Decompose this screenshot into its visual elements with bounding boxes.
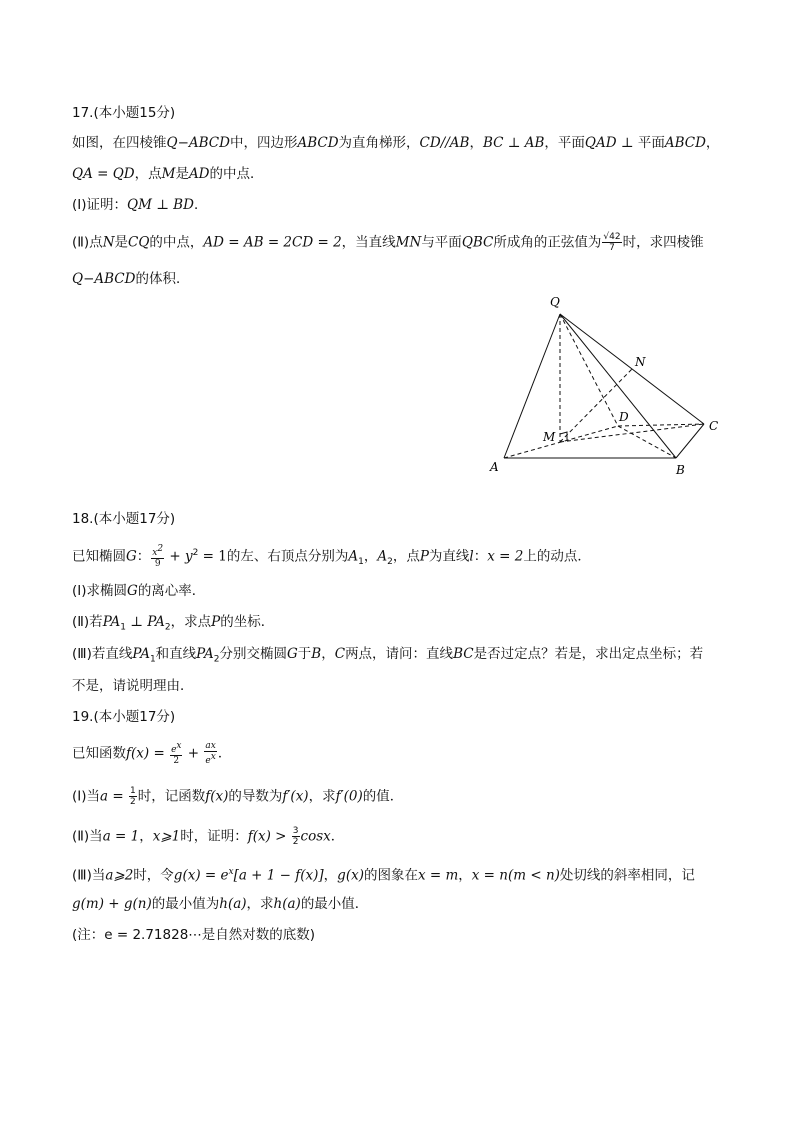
math: x = n(m < n) [471, 867, 560, 884]
frac-den: 2 [129, 797, 136, 807]
text: ，求 [308, 788, 336, 805]
problem-17-part2-line1 [72, 232, 704, 253]
math: f(x) [205, 788, 229, 805]
problem-19-part1 [72, 786, 403, 807]
text: (Ⅱ)点 [72, 234, 103, 251]
math: Q−ABCD [72, 271, 136, 287]
math: l [469, 548, 474, 565]
edge-dc [618, 424, 704, 426]
text: ，当直线 [341, 234, 396, 251]
problem-18-header: 18.(本小题17分) [72, 511, 176, 527]
text: ． [330, 828, 345, 845]
math: x [152, 548, 158, 558]
text: 时，求四棱锥 [622, 234, 704, 251]
math: CD//AB [419, 135, 470, 151]
math: f(x) > [247, 828, 291, 845]
math: f′(0) [335, 788, 363, 805]
text: ， [321, 646, 335, 662]
sup: 2 [157, 544, 164, 554]
problem-18-intro [72, 544, 591, 571]
problem-17-part1 [72, 196, 207, 214]
label-q: Q [550, 295, 560, 309]
math: B [311, 646, 322, 662]
sup: x [228, 867, 234, 877]
text: ， [705, 135, 720, 151]
text: ，点 [392, 548, 420, 565]
edge-qd [560, 314, 618, 426]
math: N [102, 234, 115, 251]
text: 上的动点． [523, 548, 591, 565]
frac-den: 2 [292, 837, 299, 847]
math: CQ [128, 234, 150, 251]
math: a⩾2 [105, 867, 134, 884]
math: x = 2 [487, 548, 524, 565]
text: ： [473, 548, 488, 565]
text: 的体积． [135, 271, 190, 287]
text: (Ⅱ)当 [72, 828, 103, 845]
edge-qc [560, 314, 704, 424]
fraction-three-halves [292, 826, 300, 847]
problem-19-part3-line1 [72, 863, 695, 885]
math: = [149, 745, 170, 762]
math: e [171, 745, 177, 755]
math: G [127, 583, 138, 599]
math: cosx [300, 828, 331, 845]
sine-fraction [602, 232, 621, 253]
text: (Ⅱ)若 [72, 614, 103, 630]
math: BC [453, 646, 474, 662]
problem-19-part3-line2 [72, 895, 368, 913]
sup: 2 [192, 548, 199, 558]
text: 与平面 [421, 234, 462, 251]
math: g(x) [337, 867, 364, 884]
text: ． [193, 197, 208, 213]
math: QA = QD [72, 166, 135, 182]
math: x = m [417, 867, 459, 884]
text: ，点 [134, 166, 162, 182]
math: Q−ABCD [166, 135, 230, 151]
text: 分别交椭圆 [219, 646, 287, 662]
math: QM ⊥ BD [127, 197, 194, 213]
math: C [334, 646, 346, 662]
edge-bc [676, 424, 704, 458]
edge-mn [560, 369, 632, 442]
math: f(x) [126, 745, 150, 762]
frac-num [170, 741, 182, 756]
text: ： [136, 548, 151, 565]
sub: 1 [120, 622, 127, 633]
text: 的导数为 [228, 788, 283, 805]
text: ，求 [246, 896, 274, 912]
text: ，平面 [544, 135, 585, 151]
math: h(a) [273, 896, 301, 912]
text: ， [363, 548, 378, 565]
text: 的图象在 [363, 867, 418, 884]
math: MN [395, 234, 422, 251]
text: 和直线 [155, 646, 197, 662]
label-d: D [619, 410, 629, 424]
math: PA [102, 614, 121, 630]
text: 已知函数 [72, 745, 126, 762]
math: G [287, 646, 298, 662]
text: 时，记函数 [137, 788, 206, 805]
math: A [348, 548, 359, 565]
frac-num: 1 [129, 786, 136, 796]
sub: 2 [164, 622, 171, 633]
label-b: B [676, 463, 685, 477]
problem-18-part3-line1 [72, 645, 703, 669]
problem-19-intro [72, 741, 231, 766]
math: g(m) + g(n) [72, 896, 152, 912]
text: (Ⅰ)当 [72, 788, 101, 805]
problem-19-note: (注：e = 2.71828⋯是自然对数的底数) [72, 927, 316, 943]
math: P [211, 614, 221, 630]
math: ⊥ [616, 135, 638, 151]
fraction-ax-over-ex [204, 741, 216, 766]
label-c: C [709, 419, 719, 433]
text: (Ⅲ)若直线 [72, 646, 133, 662]
math: P [419, 548, 429, 565]
text: 时，证明： [180, 828, 248, 845]
math: e [205, 756, 211, 766]
text: ，求点 [170, 614, 212, 630]
text: 为直角梯形， [338, 135, 420, 151]
math: h(a) [219, 896, 247, 912]
ellipse-fraction [151, 544, 164, 569]
fraction-ex-over-2 [170, 741, 182, 766]
math: a = 1 [102, 828, 140, 845]
math: = 1 [198, 548, 227, 565]
frac-den: 9 [154, 559, 161, 569]
text: 中，四边形 [229, 135, 298, 151]
sup: x [176, 741, 182, 751]
text: 是 [175, 166, 189, 182]
math: ⊥ [126, 614, 148, 630]
text: 的最小值． [300, 896, 369, 912]
math: AD [188, 166, 210, 182]
problem-18-part1 [72, 582, 205, 600]
math: AD = AB = 2CD = 2 [203, 234, 342, 251]
frac-den: 7 [609, 243, 615, 253]
text: 的值． [362, 788, 404, 805]
problem-19-part2 [72, 826, 344, 847]
text: ， [323, 867, 338, 884]
math: QBC [461, 234, 494, 251]
text: 于 [297, 646, 312, 662]
math: ABCD [297, 135, 339, 151]
problem-17-intro-line1 [72, 134, 719, 152]
text: 是否过定点？若是，求出定点坐标；若 [473, 646, 704, 662]
text: 时，令 [133, 867, 174, 884]
math: BC ⊥ AB [482, 135, 545, 151]
math: a = [100, 788, 128, 805]
math: [a + 1 − f(x)] [233, 867, 324, 884]
math: QAD [584, 135, 617, 151]
problem-17-header: 17.(本小题15分) [72, 105, 176, 121]
text: 所成角的正弦值为 [493, 234, 602, 251]
text: (Ⅰ)证明： [72, 197, 128, 213]
math: PA [196, 646, 214, 662]
text: 平面 [637, 135, 665, 151]
text: ． [217, 745, 232, 762]
label-n: N [635, 355, 646, 369]
frac-den: 2 [173, 756, 180, 766]
math: + y [165, 548, 193, 565]
frac-num: ax [205, 741, 216, 751]
problem-17-intro-line2 [72, 165, 264, 183]
fraction-one-half [129, 786, 137, 807]
math: x⩾1 [152, 828, 181, 845]
math: f′(x) [282, 788, 309, 805]
pyramid-figure [480, 290, 730, 480]
math: PA [147, 614, 165, 630]
math: + [183, 745, 204, 762]
math: g(x) = e [173, 867, 229, 884]
sub: 2 [387, 557, 393, 568]
sub: 1 [358, 557, 364, 568]
text: (Ⅲ)当 [72, 867, 106, 884]
label-a: A [490, 460, 499, 474]
frac-den [204, 752, 216, 766]
text: ， [139, 828, 153, 845]
frac-num [151, 544, 164, 559]
text: 已知椭圆 [72, 548, 126, 565]
text: 为直线 [428, 548, 470, 565]
math: A [377, 548, 388, 565]
label-m: M [543, 430, 556, 444]
text: 的离心率． [137, 583, 206, 599]
text: 处切线的斜率相同，记 [559, 867, 695, 884]
edge-mc [560, 424, 704, 442]
text: 的中点． [209, 166, 264, 182]
text: ， [469, 135, 483, 151]
frac-num: √42 [603, 232, 621, 242]
math: G [126, 548, 137, 565]
problem-19-header: 19.(本小题17分) [72, 709, 176, 725]
frac-num: 3 [292, 826, 299, 836]
problem-18-part2 [72, 613, 274, 637]
text: 是 [114, 234, 128, 251]
problem-17-part2-line2 [72, 270, 189, 288]
text: 两点，请问：直线 [345, 646, 454, 662]
sub: 1 [149, 654, 156, 665]
text: 的坐标． [220, 614, 275, 630]
text: (Ⅰ)求椭圆 [72, 583, 128, 599]
text: 如图，在四棱锥 [72, 135, 167, 151]
math: M [161, 166, 176, 182]
text: 的左、右顶点分别为 [226, 548, 349, 565]
math: PA [132, 646, 150, 662]
text: ， [458, 867, 472, 884]
problem-18-part3-line2: 不是，请说明理由． [72, 678, 194, 694]
text: 的中点， [149, 234, 204, 251]
sub: 2 [213, 654, 220, 665]
math: ABCD [664, 135, 706, 151]
edge-qb [560, 314, 676, 458]
sup: x [210, 752, 216, 762]
text: 的最小值为 [151, 896, 220, 912]
